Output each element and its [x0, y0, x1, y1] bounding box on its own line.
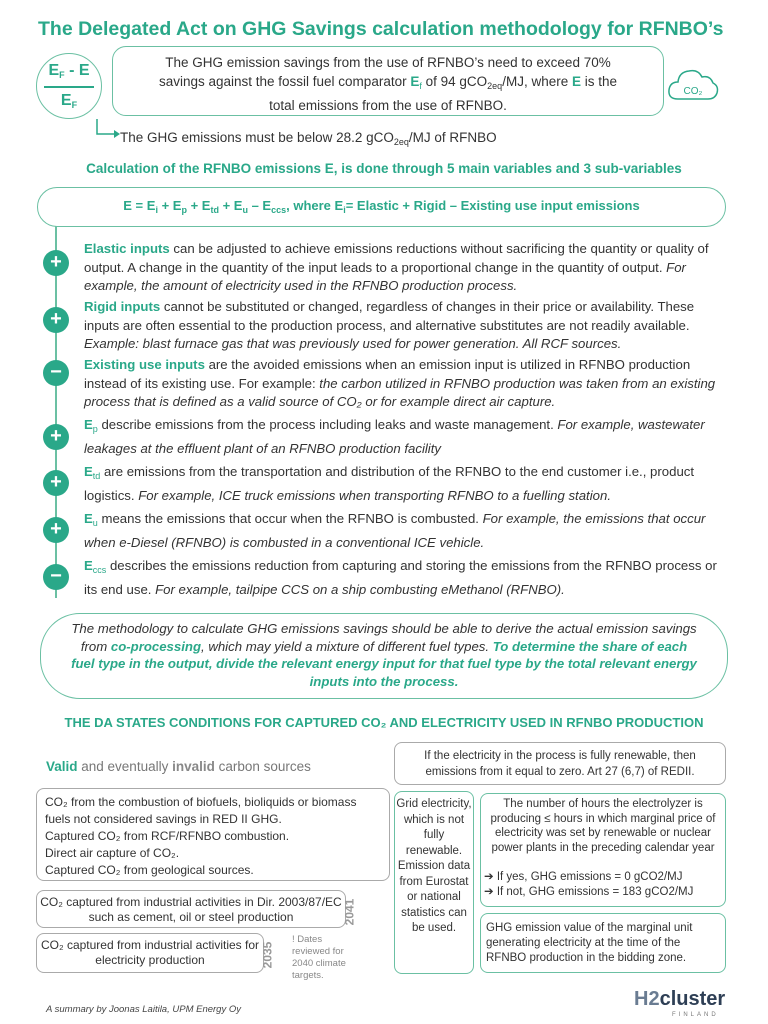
page-title: The Delegated Act on GHG Savings calculation methodology for RFNBO’s [38, 18, 724, 40]
formula-numerator: $E_F$ - E [48, 62, 90, 80]
h2-cluster-logo: H2cluster [634, 988, 726, 1010]
calculation-subtitle: Calculation of the RFNBO emissions E, is done through 5 main variables and 3 sub-variables [86, 161, 682, 176]
variable-eu: $E_u$ means the emissions that occur when the RFNBO is combusted. For example, the emissions that occur when e-Diesel (RFNBO) is combusted in a conventional ICE vehicle. [84, 511, 706, 550]
intro-line-3: total emissions from the use of RFNBO. [269, 98, 507, 113]
intro-line-2: savings against the fossil fuel comparator $E_f$ of 94 gCO$_{2eq}$/MJ, where E is the [158, 74, 618, 91]
arrow-icon [95, 119, 123, 141]
electrolyzer-hours-outcomes [484, 870, 722, 900]
co-processing-text: The methodology to calculate GHG emissions savings should be able to derive the actual emission savings from co-processing, which may yield a mixture of different fuel types. To determine the share of each fuel type in the output, divide the relevant energy input for that fuel type by the total relevant energy inputs into the process. [71, 621, 697, 689]
emission-limit-text: The GHG emissions must be below 28.2 gCO$_{2eq}$/MJ of RFNBO [120, 130, 497, 147]
formula-denominator: $E_F$ [60, 92, 78, 110]
electrolyzer-hours-text: The number of hours the electrolyzer is producing ≤ hours in which marginal price of electricity was set by renewable or nuclear power plants in the preceding calendar year [490, 798, 716, 854]
list-item: Captured CO₂ from geological sources. [45, 863, 254, 877]
plus-icon: + [43, 307, 69, 333]
plus-icon: + [43, 250, 69, 276]
plus-icon: + [43, 517, 69, 543]
variable-existing-use-inputs: Existing use inputs are the avoided emissions when an emission input is utilized in RFNBO production instead of its existing use. For example: the carbon utilized in RFNBO production was taken from an existing process that is defined as a valid source of CO₂ or for example direct air capture. [84, 357, 716, 409]
grid-electricity-text: Grid electricity, which is not fully renewable. Emission data from Eurostat or national statistics can be used. [396, 798, 472, 934]
equation-text: $E = E_i + E_p + E_{td} + E_u - E_{ccs}$, where $E_i=$ Elastic + Rigid – Existing use input emissions [123, 198, 640, 215]
list-item: Captured CO₂ from RCF/RFNBO combustion. [45, 829, 290, 843]
industrial-source-text: CO₂ captured from industrial activities in Dir. 2003/87/EC such as cement, oil or steel production [40, 895, 342, 924]
variable-ep: $E_p$ describe emissions from the process including leaks and waste management. For example, wastewater leakages at the effluent plant of an RFNBO production facility [84, 417, 705, 456]
year-2041-label: 2041 [342, 898, 357, 926]
svg-text:CO₂: CO₂ [683, 86, 703, 97]
electricity-source-text: CO₂ captured from industrial activities for electricity production [40, 938, 260, 967]
minus-icon: − [43, 564, 69, 590]
variable-rigid-inputs: Rigid inputs cannot be substituted or changed, regardless of changes in their price or availability. These inputs are often essential to the production process, and alternative substitutes are not readily available. Example: blast furnace gas that was previously used for power generation. All RCF sources. [84, 299, 695, 351]
author-credit: A summary by Joonas Laitila, UPM Energy Oy [46, 1004, 241, 1015]
list-item: Direct air capture of CO₂. [45, 846, 180, 860]
logo-subtitle: FINLAND [672, 1012, 719, 1018]
cloud-co2-icon [666, 63, 720, 107]
formula-fraction-line [44, 86, 94, 88]
variable-eccs: $E_{ccs}$ describes the emissions reduction from capturing and storing the emissions from the RFNBO process or its end use. For example, tailpipe CCS on a ship combusting eMethanol (RFNBO). [84, 558, 717, 597]
plus-icon: + [43, 470, 69, 496]
intro-line-1: The GHG emission savings from the use of RFNBO’s need to exceed 70% [165, 55, 611, 70]
year-2035-label: 2035 [260, 941, 275, 969]
intro-text [122, 53, 654, 115]
valid-sources-list [45, 794, 385, 879]
list-item: CO₂ from the combustion of biofuels, bioliquids or biomass fuels not considered savings in RED II GHG. [45, 795, 357, 826]
variable-etd: $E_{td}$ are emissions from the transportation and distribution of the RFNBO to the end customer i.e., product logistics. For example, ICE truck emissions when transporting RFNBO to a fuelling station. [84, 464, 695, 503]
marginal-unit-text: GHG emission value of the marginal unit generating electricity at the time of the RFNBO production in the bidding zone. [486, 922, 693, 964]
conditions-heading: THE DA STATES CONDITIONS FOR CAPTURED CO₂ AND ELECTRICITY USED IN RFNBO PRODUCTION [64, 715, 704, 730]
minus-icon: − [43, 360, 69, 386]
outcome-no: ➔ If not, GHG emissions = 183 gCO2/MJ [484, 886, 694, 898]
plus-icon: + [43, 424, 69, 450]
variable-elastic-inputs: Elastic inputs can be adjusted to achieve emissions reductions without sacrificing the quantity or quality of output. A change in the quantity of the input leads to a proportional change in the quantity of output. For example, the amount of electricity used in the RFNBO production process. [84, 241, 709, 293]
dates-note: ! Dates reviewed for 2040 climate targets. [292, 934, 346, 981]
renewable-text: If the electricity in the process is fully renewable, then emissions from it equal to zero. Art 27 (6,7) of REDII. [424, 750, 696, 778]
outcome-yes: ➔ If yes, GHG emissions = 0 gCO2/MJ [484, 871, 683, 883]
carbon-sources-heading: Valid and eventually invalid carbon sources [46, 759, 311, 774]
